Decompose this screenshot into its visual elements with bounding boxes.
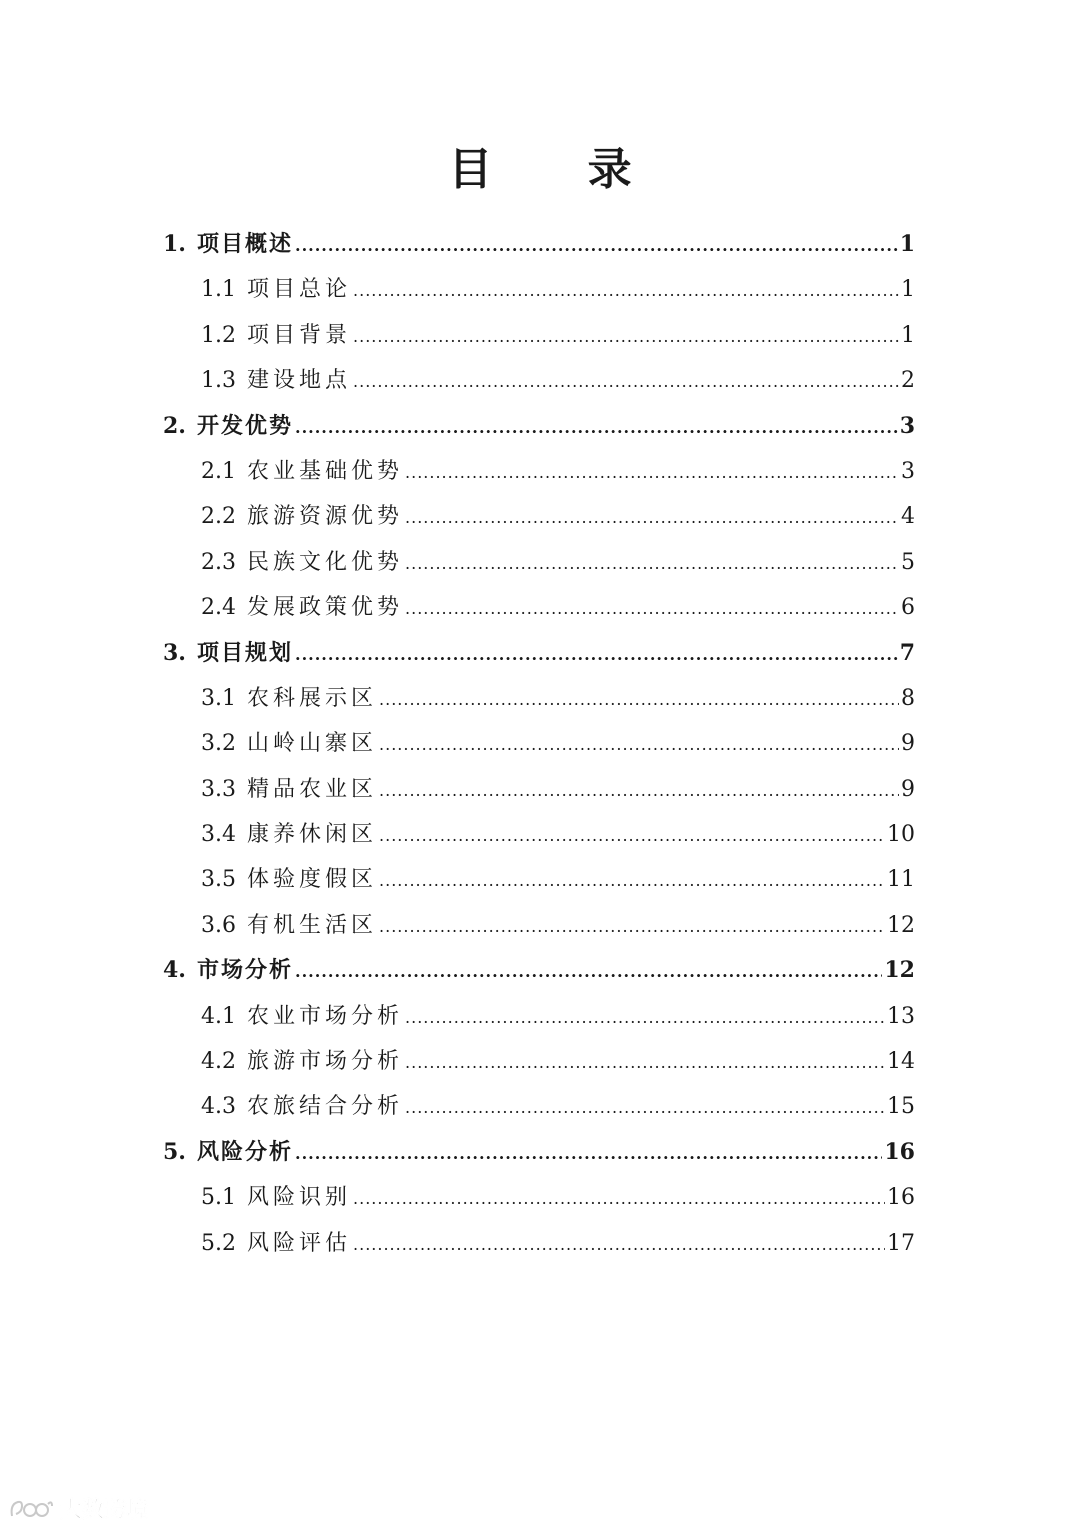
toc-entry-label: 市场分析	[197, 957, 294, 984]
toc-entry-page-number: 3	[901, 458, 915, 484]
toc-entry-page-number: 9	[901, 776, 915, 802]
toc-entry-label: 有机生活区	[247, 912, 378, 938]
toc-entry-number: 2.	[163, 412, 186, 439]
toc-entry-page-number: 2	[901, 368, 915, 394]
toc-entry-page-number: 3	[899, 412, 915, 439]
toc-entry-number: 3.1	[201, 685, 236, 711]
toc-subsection-entry[interactable]	[163, 358, 915, 403]
toc-entry-page-number: 7	[899, 639, 915, 666]
toc-entry-label: 项目规划	[197, 639, 294, 666]
toc-entry-label: 农科展示区	[247, 685, 378, 711]
toc-entry-page-number: 11	[887, 867, 915, 893]
toc-entry-page-number: 15	[887, 1094, 915, 1120]
toc-entry-number: 1.1	[201, 277, 236, 303]
toc-entry-label: 农业市场分析	[247, 1003, 404, 1029]
watermark-text: 大数跨境	[60, 1498, 149, 1523]
table-of-contents	[163, 222, 915, 1266]
toc-entry-number: 5.1	[201, 1185, 236, 1211]
toc-entry-page-number: 4	[901, 504, 915, 530]
brand-logo-icon	[8, 1496, 54, 1522]
toc-entry-number: 2.1	[201, 458, 236, 484]
toc-dot-leader	[295, 223, 898, 268]
toc-entry-number: 3.5	[201, 867, 236, 893]
toc-entry-label: 开发优势	[197, 412, 294, 439]
toc-entry-page-number: 16	[887, 1185, 915, 1211]
toc-entry-number: 5.	[163, 1138, 186, 1165]
toc-entry-page-number: 1	[901, 277, 915, 303]
toc-dot-leader	[405, 495, 899, 540]
toc-dot-leader	[405, 1040, 885, 1085]
toc-entry-label: 风险分析	[197, 1138, 294, 1165]
toc-entry-number: 3.3	[201, 776, 236, 802]
toc-dot-leader	[379, 677, 899, 722]
toc-dot-leader	[379, 858, 885, 903]
toc-entry-number: 2.4	[201, 595, 236, 621]
toc-entry-page-number: 10	[887, 822, 915, 848]
toc-dot-leader	[379, 768, 899, 813]
toc-entry-page-number: 1	[901, 322, 915, 348]
toc-subsection-entry[interactable]	[163, 812, 915, 857]
toc-subsection-entry[interactable]	[163, 994, 915, 1039]
watermark	[8, 1493, 148, 1524]
toc-entry-label: 精品农业区	[247, 776, 378, 802]
toc-entry-page-number: 12	[884, 957, 915, 984]
toc-entry-page-number: 14	[887, 1049, 915, 1075]
toc-entry-label: 旅游资源优势	[247, 504, 404, 530]
toc-entry-page-number: 1	[899, 231, 915, 257]
toc-section-entry[interactable]	[163, 1130, 915, 1175]
toc-subsection-entry[interactable]	[163, 1084, 915, 1129]
toc-entry-number: 2.3	[201, 549, 236, 575]
toc-subsection-entry[interactable]	[163, 721, 915, 766]
toc-subsection-entry[interactable]	[163, 1039, 915, 1084]
toc-entry-label: 康养休闲区	[247, 822, 378, 848]
toc-entry-number: 1.	[163, 231, 186, 257]
toc-dot-leader	[353, 1176, 885, 1221]
toc-entry-page-number: 13	[887, 1003, 915, 1029]
toc-section-entry[interactable]	[163, 222, 915, 267]
toc-subsection-entry[interactable]	[163, 449, 915, 494]
toc-entry-number: 1.3	[201, 368, 236, 394]
toc-entry-label: 风险评估	[247, 1230, 352, 1256]
toc-entry-number: 4.1	[201, 1003, 236, 1029]
toc-subsection-entry[interactable]	[163, 1221, 915, 1266]
toc-entry-number: 4.2	[201, 1049, 236, 1075]
toc-dot-leader	[405, 1085, 885, 1130]
toc-entry-label: 山岭山寨区	[247, 731, 378, 757]
toc-dot-leader	[353, 359, 899, 404]
toc-dot-leader	[379, 813, 885, 858]
toc-dot-leader	[295, 1131, 882, 1176]
toc-subsection-entry[interactable]	[163, 1175, 915, 1220]
toc-entry-number: 3.4	[201, 822, 236, 848]
toc-section-entry[interactable]	[163, 948, 915, 993]
toc-entry-number: 4.	[163, 957, 186, 984]
toc-dot-leader	[379, 722, 899, 767]
toc-entry-label: 项目背景	[247, 322, 352, 348]
toc-entry-number: 3.6	[201, 912, 236, 938]
toc-subsection-entry[interactable]	[163, 540, 915, 585]
toc-entry-page-number: 16	[884, 1138, 915, 1165]
page-title: 目 录	[448, 144, 672, 195]
toc-entry-number: 1.2	[201, 322, 236, 348]
toc-dot-leader	[295, 949, 882, 994]
toc-dot-leader	[405, 541, 899, 586]
toc-entry-label: 项目总论	[247, 277, 352, 303]
toc-entry-label: 风险识别	[247, 1185, 352, 1211]
toc-entry-page-number: 5	[901, 549, 915, 575]
toc-subsection-entry[interactable]	[163, 494, 915, 539]
toc-entry-label: 旅游市场分析	[247, 1049, 404, 1075]
toc-entry-label: 民族文化优势	[247, 549, 404, 575]
toc-dot-leader	[295, 405, 898, 450]
toc-entry-page-number: 17	[887, 1230, 915, 1256]
toc-dot-leader	[405, 995, 885, 1040]
toc-subsection-entry[interactable]	[163, 676, 915, 721]
toc-entry-label: 农旅结合分析	[247, 1094, 404, 1120]
toc-entry-page-number: 9	[901, 731, 915, 757]
toc-entry-number: 3.2	[201, 731, 236, 757]
toc-dot-leader	[405, 586, 899, 631]
toc-entry-label: 项目概述	[197, 231, 294, 257]
toc-subsection-entry[interactable]	[163, 585, 915, 630]
toc-dot-leader	[379, 904, 885, 949]
toc-entry-number: 2.2	[201, 504, 236, 530]
toc-dot-leader	[405, 450, 899, 495]
toc-entry-page-number: 8	[901, 685, 915, 711]
toc-entry-page-number: 12	[887, 912, 915, 938]
toc-dot-leader	[353, 314, 899, 359]
toc-section-entry[interactable]	[163, 631, 915, 676]
toc-section-entry[interactable]	[163, 404, 915, 449]
toc-entry-number: 5.2	[201, 1230, 236, 1256]
toc-entry-label: 发展政策优势	[247, 595, 404, 621]
toc-entry-label: 农业基础优势	[247, 458, 404, 484]
toc-subsection-entry[interactable]	[163, 903, 915, 948]
toc-entry-number: 4.3	[201, 1094, 236, 1120]
toc-dot-leader	[295, 632, 898, 677]
toc-subsection-entry[interactable]	[163, 267, 915, 312]
toc-subsection-entry[interactable]	[163, 767, 915, 812]
toc-subsection-entry[interactable]	[163, 857, 915, 902]
toc-entry-page-number: 6	[901, 595, 915, 621]
toc-entry-label: 建设地点	[247, 368, 352, 394]
toc-dot-leader	[353, 268, 899, 313]
toc-subsection-entry[interactable]	[163, 313, 915, 358]
toc-dot-leader	[353, 1222, 885, 1267]
toc-entry-label: 体验度假区	[247, 867, 378, 893]
toc-entry-number: 3.	[163, 639, 186, 666]
